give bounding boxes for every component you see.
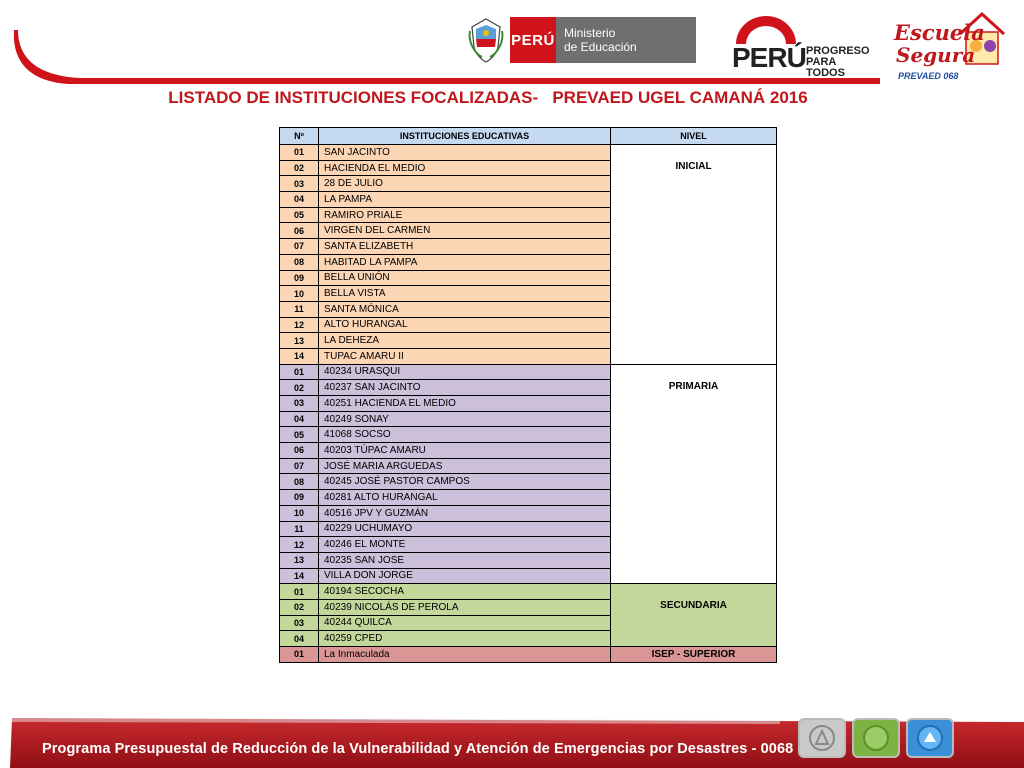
- row-institution: ALTO HURANGAL: [319, 317, 611, 333]
- row-number: 06: [280, 223, 319, 239]
- footer-program-text: Programa Presupuestal de Reducción de la Vulnerabilidad y Atención de Emergencias por Desastres - 0068: [42, 741, 794, 757]
- row-institution: RAMIRO PRIALE: [319, 207, 611, 223]
- row-number: 11: [280, 521, 319, 537]
- row-number: 14: [280, 568, 319, 584]
- row-institution: 40229 UCHUMAYO: [319, 521, 611, 537]
- row-number: 03: [280, 615, 319, 631]
- row-institution: 40194 SECOCHA: [319, 584, 611, 600]
- row-institution: SANTA MÓNICA: [319, 301, 611, 317]
- row-number: 07: [280, 458, 319, 474]
- row-number: 13: [280, 552, 319, 568]
- row-number: 05: [280, 427, 319, 443]
- row-institution: JOSÉ MARIA ARGUEDAS: [319, 458, 611, 474]
- row-institution: BELLA UNIÓN: [319, 270, 611, 286]
- table-row: [280, 584, 777, 600]
- peru-label: PERÚ: [510, 17, 556, 63]
- row-institution: 40251 HACIENDA EL MEDIO: [319, 396, 611, 412]
- page-title: LISTADO DE INSTITUCIONES FOCALIZADAS- PREVAED UGEL CAMANÁ 2016: [168, 88, 808, 107]
- row-number: 08: [280, 474, 319, 490]
- row-number: 10: [280, 505, 319, 521]
- row-institution: 40239 NICOLÁS DE PEROLA: [319, 599, 611, 615]
- row-number: 02: [280, 160, 319, 176]
- row-number: 13: [280, 333, 319, 349]
- row-institution: BELLA VISTA: [319, 286, 611, 302]
- row-number: 12: [280, 537, 319, 553]
- shield-emblem-icon: [798, 718, 846, 758]
- escuela-segura-logo: [890, 6, 1010, 86]
- row-institution: 40246 EL MONTE: [319, 537, 611, 553]
- row-institution: 40203 TÚPAC AMARU: [319, 443, 611, 459]
- row-number: 12: [280, 317, 319, 333]
- row-institution: 40235 SAN JOSE: [319, 552, 611, 568]
- row-institution: 40516 JPV Y GUZMÁN: [319, 505, 611, 521]
- table-row: [280, 647, 777, 663]
- row-institution: HABITAD LA PAMPA: [319, 254, 611, 270]
- row-number: 09: [280, 270, 319, 286]
- row-institution: 40237 SAN JACINTO: [319, 380, 611, 396]
- nivel-inicial-label: INICIAL: [675, 161, 712, 172]
- row-institution: 40244 QUILCA: [319, 615, 611, 631]
- row-institution: 40245 JOSÉ PASTOR CAMPOS: [319, 474, 611, 490]
- escuela-line-3: PREVAED 068: [898, 71, 959, 81]
- institutions-table: [279, 127, 777, 663]
- row-institution: VILLA DON JORGE: [319, 568, 611, 584]
- row-institution: 40281 ALTO HURANGAL: [319, 490, 611, 506]
- row-institution: HACIENDA EL MEDIO: [319, 160, 611, 176]
- header-nivel: NIVEL: [611, 128, 777, 145]
- row-number: 01: [280, 647, 319, 663]
- row-institution: SANTA ELIZABETH: [319, 239, 611, 255]
- escuela-line-2: Segura: [896, 43, 976, 67]
- peru-arc-icon: [732, 12, 802, 46]
- row-number: 02: [280, 599, 319, 615]
- nivel-primaria: [611, 364, 777, 584]
- row-institution: 41068 SOCSO: [319, 427, 611, 443]
- row-number: 09: [280, 490, 319, 506]
- table-header-row: [280, 128, 777, 145]
- row-institution: 40234 URASQUI: [319, 364, 611, 380]
- row-number: 02: [280, 380, 319, 396]
- row-number: 04: [280, 192, 319, 208]
- row-number: 03: [280, 176, 319, 192]
- header-instituciones: INSTITUCIONES EDUCATIVAS: [319, 128, 611, 145]
- row-institution: La Inmaculada: [319, 647, 611, 663]
- nivel-secundaria-label: SECUNDARIA: [660, 600, 727, 612]
- row-number: 03: [280, 396, 319, 412]
- peru-progreso-logo: [730, 12, 870, 79]
- row-number: 01: [280, 364, 319, 380]
- progreso-line-2: PARA TODOS: [806, 56, 845, 79]
- ministerio-logo: [468, 14, 696, 66]
- nivel-primaria-label: PRIMARIA: [668, 380, 719, 392]
- peru-big-label: PERÚ: [732, 42, 806, 73]
- nivel-inicial: [611, 145, 777, 365]
- row-number: 11: [280, 301, 319, 317]
- nivel-superior: ISEP - SUPERIOR: [611, 647, 777, 663]
- table-row: [280, 145, 777, 161]
- environment-emblem-icon: [852, 718, 900, 758]
- row-number: 04: [280, 411, 319, 427]
- header-num: Nº: [280, 128, 319, 145]
- table-row: [280, 364, 777, 380]
- row-number: 10: [280, 286, 319, 302]
- row-institution: LA DEHEZA: [319, 333, 611, 349]
- row-number: 04: [280, 631, 319, 647]
- coat-of-arms-icon: [468, 17, 504, 63]
- nivel-secundaria: [611, 584, 777, 647]
- ministerio-line-2: de Educación: [564, 40, 637, 54]
- row-institution: VIRGEN DEL CARMEN: [319, 223, 611, 239]
- row-institution: 28 DE JULIO: [319, 176, 611, 192]
- row-number: 08: [280, 254, 319, 270]
- row-institution: 40259 CPED: [319, 631, 611, 647]
- ministerio-line-1: Ministerio: [564, 26, 616, 40]
- row-institution: LA PAMPA: [319, 192, 611, 208]
- ministerio-label: [556, 17, 696, 63]
- row-number: 01: [280, 145, 319, 161]
- progreso-line-1: PROGRESO: [806, 45, 870, 57]
- row-institution: SAN JACINTO: [319, 145, 611, 161]
- progreso-label: [806, 46, 870, 79]
- row-number: 05: [280, 207, 319, 223]
- row-number: 14: [280, 348, 319, 364]
- safety-emblem-icon: [906, 718, 954, 758]
- escuela-line-1: Escuela: [894, 20, 985, 45]
- row-number: 07: [280, 239, 319, 255]
- row-institution: TUPAC AMARU II: [319, 348, 611, 364]
- page-header: [0, 0, 1024, 90]
- row-number: 06: [280, 443, 319, 459]
- row-institution: 40249 SONAY: [319, 411, 611, 427]
- row-number: 01: [280, 584, 319, 600]
